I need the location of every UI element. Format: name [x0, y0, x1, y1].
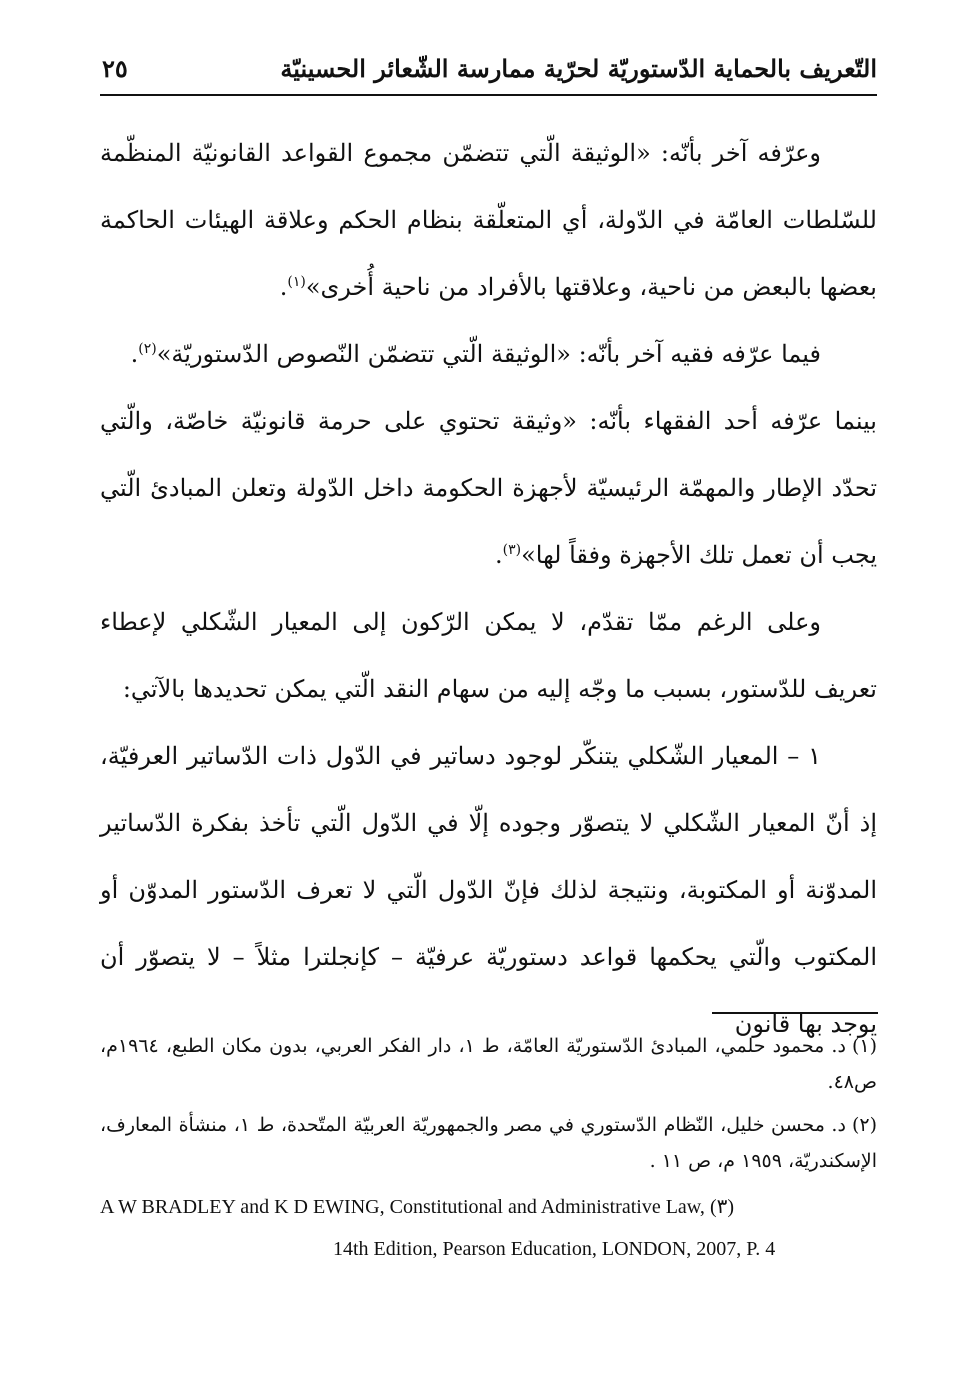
paragraph-definition-jurist: فيما عرّفه فقيه آخر بأنّه: «الوثيقة الّتي تتضمّن النّصوص الدّستوريّة»$^{(٢)}$. — [130, 340, 821, 368]
page-number: ٢٥ — [102, 54, 128, 83]
paragraph-criticism-point-1: ١ – المعيار الشّكلي يتنكّر لوجود دساتير في الدّول ذات الدّساتير العرفيّة، إذ أنّ المعيار الشّكلي لا يتصوّر وجوده إلّا في الدّول الّتي تأخذ بفكرة الدّساتير المدوّنة أو المكتوبة، ونتيجة لذلك فإنّ الدّول الّتي لا تعرف الدّستور المدوّن أو المكتوب والّتي يحكمها قواعد دستوريّة عرفيّة – كإنجلترا مثلاً – لا يتصوّر أن يوجد بها قانون — [100, 742, 877, 1038]
footnote-text: A W BRADLEY and K D EWING, Constitutional and Administrative Law, — [100, 1196, 705, 1218]
footnote-ref-3[interactable]: (٣) — [502, 542, 522, 558]
paragraph-definition-second: وعرّفه آخر بأنّه: «الوثيقة الّتي تتضمّن مجموع القواعد القانونيّة المنظّمة للسّلطات العامّة في الدّولة، أي المتعلّقة بنظام الحكم وعلاقة الهيئات الحاكمة بعضها بالبعض من ناحية، وعلاقتها بالأفراد من ناحية أُخرى»$^{(١)}$. — [100, 139, 877, 301]
paragraph-definition-third: بينما عرّفه أحد الفقهاء بأنّه: «وثيقة تحتوي على حرمة قانونيّة خاصّة، والّتي تحدّد الإطار والمهمّة الرئيسيّة لأجهزة الحكومة داخل الدّولة وتعلن المبادئ الّتي يجب أن تعمل تلك الأجهزة وفقاً لها»$^{(٣)}$. — [100, 407, 877, 569]
footnotes — [100, 1028, 877, 1277]
footnote-ref-1[interactable]: (١) — [287, 274, 306, 290]
footnote-separator — [712, 1012, 878, 1014]
footnote-text: د. محسن خليل، النّظام الدّستوري في مصر والجمهوريّة العربيّة المتّحدة، ط ١، منشأة المعارف، الإسكندريّة، ١٩٥٩ م، ص ١١ . — [100, 1114, 877, 1172]
body-text — [100, 120, 877, 1058]
footnote-2 — [100, 1107, 877, 1179]
footnote-1 — [100, 1028, 877, 1100]
footnote-ref-2[interactable]: (٢) — [138, 341, 157, 357]
footnote-number: (٣) — [709, 1196, 735, 1218]
running-title: التّعريف بالحماية الدّستوريّة لحرّية ممارسة الشّعائر الحسينيّة — [280, 54, 877, 83]
footnote-number: (٢) — [851, 1114, 877, 1136]
footnote-number: (١) — [851, 1035, 877, 1057]
footnote-line: 14th Edition, Pearson Education, LONDON, 2007, P. 4 — [333, 1238, 776, 1260]
footnote-line — [100, 1186, 877, 1228]
paragraph-criticism-intro: وعلى الرغم ممّا تقدّم، لا يمكن الرّكون إلى المعيار الشّكلي لإعطاء تعريف للدّستور، بسبب ما وجّه إليه من سهام النقد الّتي يمكن تحديدها بالآتي: — [100, 608, 877, 703]
footnote-3 — [100, 1186, 877, 1270]
page-header — [100, 52, 877, 96]
footnote-text: د. محمود حلمي، المبادئ الدّستوريّة العامّة، ط ١، دار الفكر العربي، بدون مكان الطبع، ١٩٦٤م، ص٤٨. — [100, 1035, 877, 1093]
